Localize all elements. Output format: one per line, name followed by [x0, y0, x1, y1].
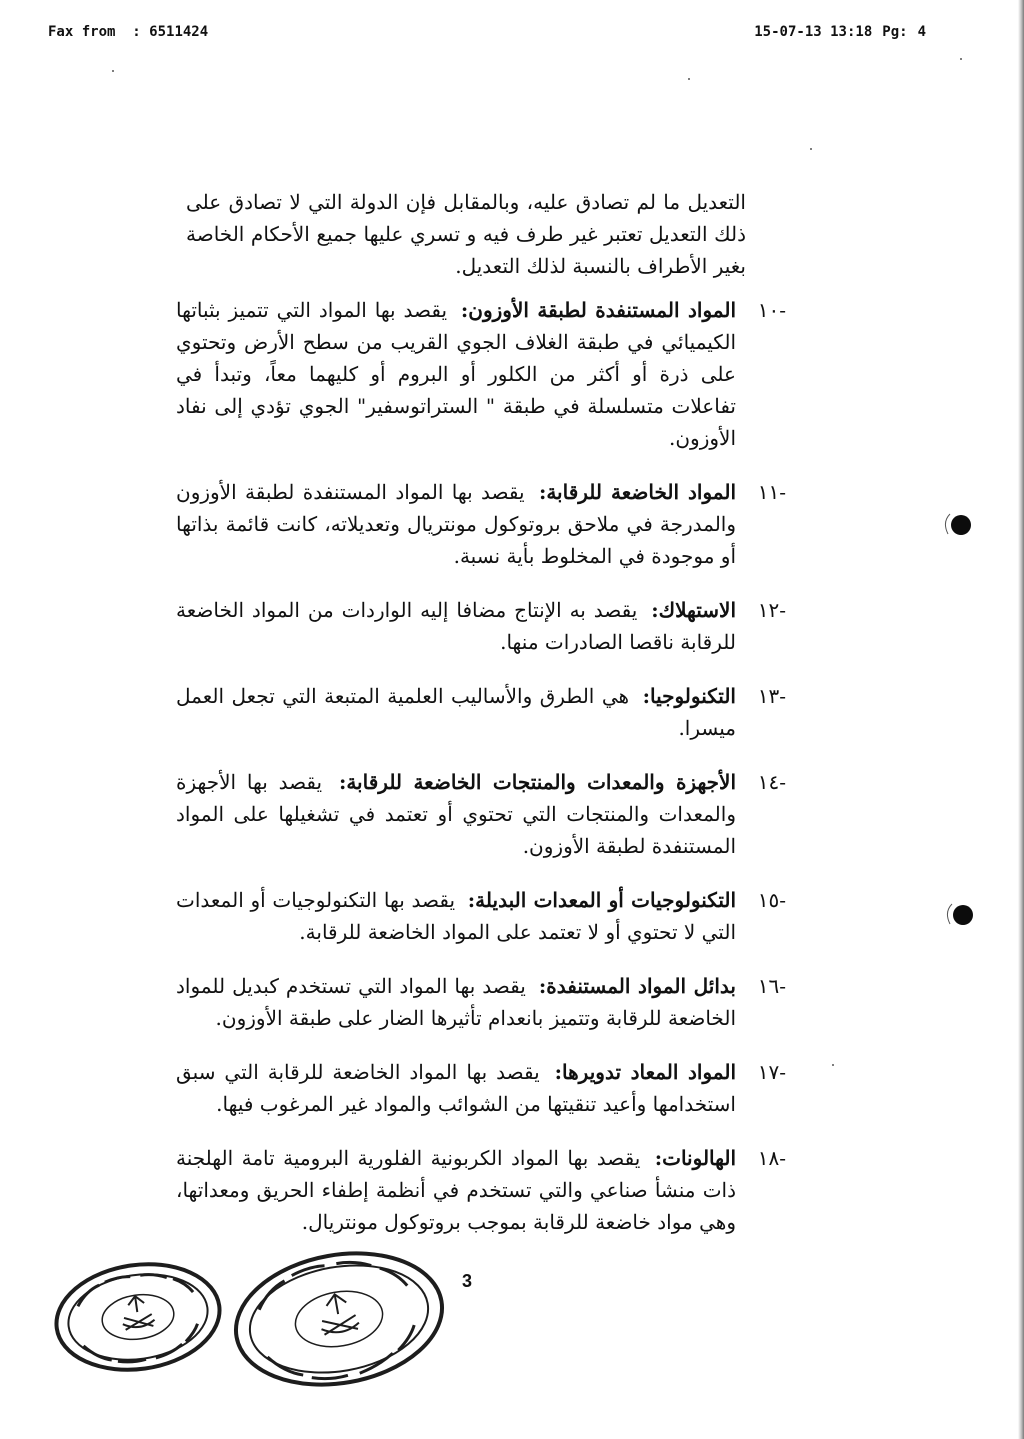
fax-from-number: : 6511424: [132, 24, 209, 40]
item-term: المواد المعاد تدويرها:: [554, 1060, 736, 1084]
definition-item: [176, 476, 786, 572]
fax-timestamp-page: [744, 24, 926, 40]
definition-item: [176, 884, 786, 948]
seal-emblem-icon: [50, 1258, 226, 1376]
item-definition: يقصد بها المواد التي تستخدم كبديل للمواد الخاضعة للرقابة وتتميز بانعدام تأثيرها الضار على طبقة الأوزون.: [176, 974, 736, 1030]
binder-hole-icon: [946, 900, 976, 930]
page-number: 3: [462, 1271, 473, 1291]
official-seal-right: [228, 1248, 450, 1390]
definition-item: [176, 1142, 786, 1238]
fax-sender: [48, 24, 208, 40]
fax-page-label: Pg:: [882, 24, 908, 40]
item-body: [176, 680, 736, 744]
seal-emblem-icon: [228, 1248, 450, 1390]
item-number: -١٢: [757, 598, 786, 622]
item-term: الاستهلاك:: [651, 598, 737, 622]
scan-speck: [810, 148, 812, 150]
item-body: [176, 970, 736, 1034]
intro-paragraph: التعديل ما لم تصادق عليه، وبالمقابل فإن الدولة التي لا تصادق على ذلك التعديل تعتبر غير طرف فيه و تسري عليها جميع الأحكام الخاصة بغير الأطراف بالنسبة لذلك التعديل.: [186, 190, 747, 278]
definition-item: [176, 1056, 786, 1120]
item-term: التكنولوجيا:: [642, 684, 736, 708]
item-body: [176, 766, 736, 862]
item-number: -١٤: [757, 770, 786, 794]
item-definition: يقصد بها التكنولوجيات أو المعدات التي لا تحتوي أو لا تعتمد على المواد الخاضعة للرقابة.: [176, 888, 736, 944]
item-number: -١٨: [757, 1146, 786, 1170]
item-number: -١١: [757, 480, 786, 504]
item-body: [176, 594, 736, 658]
item-body: [176, 294, 736, 454]
item-number: -١٠: [757, 298, 786, 322]
item-term: الهالونات:: [654, 1146, 736, 1170]
item-number: -١٣: [757, 684, 786, 708]
scan-speck: [688, 78, 690, 80]
fax-page-value: 4: [917, 24, 926, 40]
item-definition: هي الطرق والأساليب العلمية المتبعة التي تجعل العمل ميسرا.: [176, 684, 736, 740]
definition-item: [176, 680, 786, 744]
item-definition: يقصد بها الأجهزة والمعدات والمنتجات التي تحتوي أو تعتمد في تشغيلها على المواد المستنفدة لطبقة الأوزون.: [176, 770, 736, 858]
item-term: المواد الخاضعة للرقابة:: [538, 480, 737, 504]
item-body: [176, 884, 736, 948]
item-definition: يقصد بها المواد الكربونية الفلورية البرومية تامة الهلجنة ذات منشأ صناعي والتي تستخدم في أنظمة إطفاء الحريق ومعداتها، وهي مواد خاضعة للرقابة بموجب بروتوكول مونتريال.: [176, 1146, 736, 1234]
item-definition: يقصد به الإنتاج مضافا إليه الواردات من المواد الخاضعة للرقابة ناقصا الصادرات منها.: [176, 598, 736, 654]
item-term: المواد المستنفدة لطبقة الأوزون:: [460, 298, 736, 322]
item-number: -١٥: [757, 888, 786, 912]
fax-datetime: 15-07-13 13:18: [754, 24, 873, 40]
fax-from-label: Fax from: [48, 24, 116, 40]
item-definition: يقصد بها المواد المستنفدة لطبقة الأوزون والمدرجة في ملاحق بروتوكول مونتريال وتعديلاته، كانت قائمة بذاتها أو موجودة في المخلوط بأية نسبة.: [176, 480, 736, 568]
item-body: [176, 1142, 736, 1238]
item-body: [176, 1056, 736, 1120]
scan-speck: [832, 1064, 834, 1066]
item-term: التكنولوجيات أو المعدات البديلة:: [467, 888, 737, 912]
scan-speck: [960, 58, 962, 60]
binder-hole-icon: [944, 510, 974, 540]
item-number: -١٦: [757, 974, 786, 998]
definitions-list: [176, 294, 786, 1260]
item-number: -١٧: [757, 1060, 786, 1084]
scan-speck: [112, 70, 114, 72]
definition-item: [176, 970, 786, 1034]
item-body: [176, 476, 736, 572]
scan-edge-shadow: [1018, 0, 1024, 1439]
definition-item: [176, 294, 786, 454]
item-term: بدائل المواد المستنفدة:: [538, 974, 736, 998]
item-term: الأجهزة والمعدات والمنتجات الخاضعة للرقابة:: [338, 770, 736, 794]
item-definition: يقصد بها المواد الخاضعة للرقابة التي سبق استخدامها وأعيد تنقيتها من الشوائب والمواد غير المرغوب فيها.: [176, 1060, 736, 1116]
definition-item: [176, 594, 786, 658]
fax-header: [48, 24, 926, 42]
definition-item: [176, 766, 786, 862]
official-seal-left: [50, 1258, 226, 1376]
item-definition: يقصد بها المواد التي تتميز بثباتها الكيميائي في طبقة الغلاف الجوي القريب من سطح الأرض وتحتوي على ذرة أو أكثر من الكلور أو البروم أو كليهما معاً، وتبدأ في تفاعلات متسلسلة في طبقة " الستراتوسفير" الجوي تؤدي إلى نفاد الأوزون.: [176, 298, 736, 450]
